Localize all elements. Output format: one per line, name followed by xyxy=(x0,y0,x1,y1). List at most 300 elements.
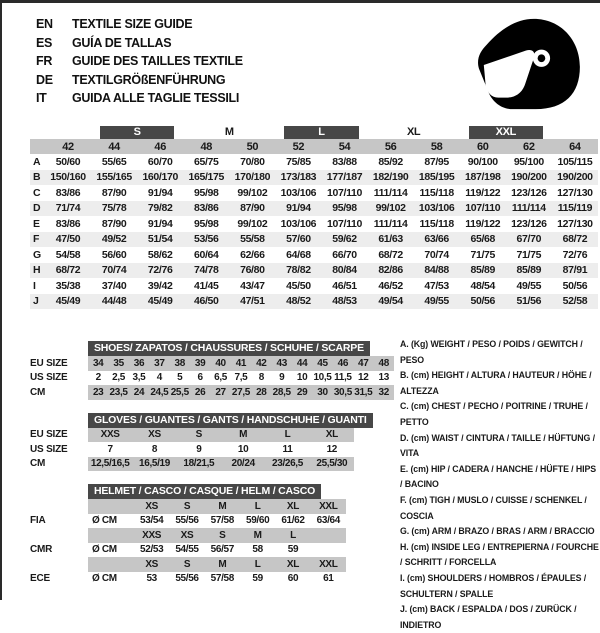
measure-cell: 49/55 xyxy=(424,295,449,308)
measure-cell: 150/160 xyxy=(50,171,86,184)
shoes-cell: 45 xyxy=(312,356,332,371)
shoes-cell: 24,5 xyxy=(150,386,169,398)
shoes-cell: 35 xyxy=(108,356,128,371)
shoes-cell: 42 xyxy=(251,356,271,371)
gloves-title: GLOVES / GUANTES / GANTS / HANDSCHUHE / GUANTI xyxy=(88,413,373,428)
shoes-cell: 32 xyxy=(373,385,394,400)
shoes-cell: 30,5 xyxy=(333,386,352,398)
measure-cell: 63/66 xyxy=(424,233,449,246)
measure-cell: 83/86 xyxy=(55,217,81,230)
size-group-label: M xyxy=(224,125,234,138)
helmet-cell: S xyxy=(169,499,204,514)
measure-cell: 56/60 xyxy=(101,248,127,261)
measure-cell: 99/102 xyxy=(237,217,268,230)
measure-cell: 111/114 xyxy=(511,202,546,215)
measure-cell: 68/72 xyxy=(55,264,81,277)
gloves-cell: 25,5/30 xyxy=(310,457,354,472)
measure-cell: 50/56 xyxy=(562,279,588,292)
measure-cell: 127/130 xyxy=(557,186,593,199)
measure-cell: 160/170 xyxy=(142,171,178,184)
helmet-cell: XS xyxy=(134,557,169,572)
measure-cell: 119/122 xyxy=(465,186,501,199)
measure-cell: 115/118 xyxy=(419,217,454,230)
measure-cell: 45/49 xyxy=(147,295,173,308)
helmet-cell: M xyxy=(240,528,275,543)
helmet-cell: 61/62 xyxy=(281,515,305,527)
measure-cell: 103/106 xyxy=(280,186,317,199)
measure-row xyxy=(30,201,598,217)
gloves-row xyxy=(30,428,354,443)
measure-cell: 87/90 xyxy=(240,202,265,215)
helmet-cell: 53/54 xyxy=(140,515,164,527)
helmet-cell: 59/60 xyxy=(246,515,270,527)
measure-cell: 66/70 xyxy=(332,248,357,261)
measure-row xyxy=(30,263,598,279)
shoes-cell: 24 xyxy=(129,385,149,400)
measure-cell: 68/72 xyxy=(378,248,403,261)
helmet-cell: XL xyxy=(275,499,310,514)
gloves-cell: XS xyxy=(132,428,176,443)
measure-cell: 107/110 xyxy=(465,202,501,215)
shoes-title: SHOES/ ZAPATOS / CHAUSSURES / SCHUHE / SCARPE xyxy=(88,341,370,356)
measure-cell: 65/75 xyxy=(194,155,219,168)
helmet-cell: 52/53 xyxy=(140,544,164,556)
legend-item: J. (cm) BACK / ESPALDA / DOS / ZURÜCK / INDIETRO xyxy=(400,604,577,630)
measure-cell: 50/60 xyxy=(55,155,81,168)
measure-cell: 83/86 xyxy=(55,186,81,199)
helmet-cell: 60 xyxy=(287,573,299,585)
size-number-cell: 44 xyxy=(108,140,120,153)
size-group-cell xyxy=(45,125,91,139)
measure-cell: 80/84 xyxy=(332,264,357,277)
helmet-cell: XXL xyxy=(311,557,346,572)
gloves-row-label: EU SIZE xyxy=(30,429,68,441)
gloves-table xyxy=(30,428,354,472)
gloves-cell: 12,5/16,5 xyxy=(88,457,132,472)
measure-cell: 47/53 xyxy=(424,279,449,292)
measure-cell: 79/82 xyxy=(147,202,173,215)
helmet-cell: 56/57 xyxy=(210,544,234,556)
shoes-cell: 12 xyxy=(358,372,369,384)
shoes-cell: 48 xyxy=(373,356,394,371)
measure-cell: 49/55 xyxy=(516,279,542,292)
shoes-cell: 6 xyxy=(197,372,203,384)
measure-cell: 46/51 xyxy=(332,279,357,292)
language-code: EN xyxy=(36,17,53,31)
measure-cell: 91/94 xyxy=(286,202,311,215)
helmet-cell: XL xyxy=(275,557,310,572)
measure-row-label: J xyxy=(33,295,39,308)
language-title-list xyxy=(36,17,243,105)
measure-cell: 85/92 xyxy=(378,155,403,168)
helmet-row-label xyxy=(30,557,88,572)
helmet-cell: 61 xyxy=(323,573,334,585)
measure-cell: 70/80 xyxy=(240,155,265,168)
measure-cell: 155/165 xyxy=(96,171,132,184)
measure-cell: 95/98 xyxy=(194,217,219,230)
helmet-cell: S xyxy=(169,557,204,572)
measure-cell: 71/74 xyxy=(55,202,81,215)
measure-cell: 87/91 xyxy=(562,264,588,277)
measure-cell: 190/200 xyxy=(557,171,593,184)
shoes-cell: 25,5 xyxy=(170,386,189,398)
helmet-row-label xyxy=(30,499,88,514)
size-number-cell: 56 xyxy=(384,140,397,153)
measure-cell: 99/102 xyxy=(375,202,406,215)
guide-title: GUÍA DE TALLAS xyxy=(72,35,172,50)
measure-cell: 84/88 xyxy=(424,264,449,277)
shoes-row xyxy=(30,356,394,371)
measure-cell: 99/102 xyxy=(237,186,268,199)
shoes-cell: 43 xyxy=(272,356,292,371)
legend-item: G. (cm) ARM / BRAZO / BRAS / ARM / BRACCIO xyxy=(400,526,595,537)
measure-row-label: G xyxy=(33,248,41,261)
measure-cell: 75/78 xyxy=(101,202,127,215)
helmet-row xyxy=(30,499,346,514)
measure-cell: 87/90 xyxy=(101,217,127,230)
helmet-cell: S xyxy=(205,528,240,543)
helmet-cell: M xyxy=(205,499,240,514)
helmet-row xyxy=(30,514,346,529)
measure-cell: 51/54 xyxy=(147,233,173,246)
measure-cell: 111/114 xyxy=(373,217,408,230)
gloves-cell: XXS xyxy=(88,428,132,443)
corner-cell xyxy=(30,125,45,139)
measure-cell: 70/74 xyxy=(101,264,127,277)
helmet-cell: 63/64 xyxy=(316,515,340,527)
measure-cell: 85/89 xyxy=(470,264,495,277)
size-group-cell xyxy=(552,125,598,139)
measure-cell: 91/94 xyxy=(147,217,173,230)
measure-cell: 95/100 xyxy=(513,155,544,168)
measure-cell: 59/62 xyxy=(332,233,357,246)
measure-cell: 190/200 xyxy=(511,171,547,184)
measure-cell: 83/88 xyxy=(332,155,357,168)
helmet-cell: XS xyxy=(169,528,204,543)
size-number-cell: 42 xyxy=(62,140,74,153)
helmet-row xyxy=(30,543,346,558)
size-group-cell xyxy=(275,125,367,139)
legend-item: I. (cm) SHOULDERS / HOMBROS / ÉPAULES / SCHULTERN / SPALLE xyxy=(400,572,587,599)
helmet-unit-label xyxy=(88,528,134,543)
gloves-cell: S xyxy=(177,428,221,443)
racing-helmet-icon xyxy=(472,15,584,113)
shoes-cell: 39 xyxy=(190,356,210,371)
size-number-cell: 62 xyxy=(523,140,535,153)
measure-row xyxy=(30,216,598,232)
measure-cell: 123/126 xyxy=(511,186,547,199)
gloves-cell: 10 xyxy=(237,443,249,455)
measure-cell: 87/90 xyxy=(101,186,127,199)
size-group-cell xyxy=(183,125,275,139)
measure-cell: 45/49 xyxy=(55,295,81,308)
measure-row xyxy=(30,154,598,170)
measure-cell: 47/50 xyxy=(55,233,81,246)
gloves-cell: 23/26,5 xyxy=(265,457,309,472)
measure-row xyxy=(30,185,598,201)
shoes-row-label: CM xyxy=(30,386,46,398)
measure-cell: 119/122 xyxy=(465,217,501,230)
language-code: DE xyxy=(36,72,53,87)
legend-item: A. (Kg) WEIGHT / PESO / POIDS / GEWITCH / PESO xyxy=(400,339,583,365)
measure-cell: 182/190 xyxy=(372,171,409,184)
gloves-cell: 9 xyxy=(196,443,202,455)
helmet-cell: 58 xyxy=(252,544,263,556)
shoes-cell: 29 xyxy=(292,385,312,400)
measure-row-label: D xyxy=(33,202,41,215)
measure-cell: 48/52 xyxy=(286,295,311,308)
measure-cell: 76/80 xyxy=(240,264,265,277)
corner-cell xyxy=(30,139,45,154)
helmet-table xyxy=(30,499,346,586)
measure-cell: 47/51 xyxy=(240,295,265,308)
shoes-cell: 10 xyxy=(296,372,308,384)
shoes-cell: 31,5 xyxy=(354,386,373,398)
language-code: IT xyxy=(36,91,47,105)
helmet-unit-label: Ø CM xyxy=(92,573,117,585)
size-number-cell: 58 xyxy=(430,140,443,153)
measure-cell: 177/187 xyxy=(326,171,363,184)
measure-cell: 107/110 xyxy=(327,217,362,230)
measure-cell: 91/94 xyxy=(147,186,173,199)
measure-cell: 39/42 xyxy=(147,279,173,292)
shoes-cell: 23 xyxy=(88,385,108,400)
size-group-row xyxy=(30,125,598,139)
measure-cell: 37/40 xyxy=(101,279,127,292)
helmet-cell xyxy=(311,528,346,543)
size-group-label: L xyxy=(284,126,358,139)
shoes-cell: 28,5 xyxy=(272,386,291,398)
helmet-cell: M xyxy=(205,557,240,572)
measure-cell: 62/66 xyxy=(240,248,265,261)
measure-row xyxy=(30,247,598,263)
measure-cell: 57/60 xyxy=(286,233,311,246)
shoes-cell: 27 xyxy=(210,385,230,400)
size-group-cell xyxy=(91,125,183,139)
measure-cell: 72/76 xyxy=(562,248,588,261)
gloves-row xyxy=(30,457,354,472)
measure-cell: 54/58 xyxy=(55,248,81,261)
helmet-cell: 54/55 xyxy=(175,544,199,556)
measure-cell: 71/75 xyxy=(516,248,542,261)
size-group-label: XL xyxy=(406,125,421,138)
helmet-row-label: ECE xyxy=(30,573,50,585)
helmet-cell: XS xyxy=(134,499,169,514)
size-number-cell: 54 xyxy=(338,140,351,153)
helmet-row xyxy=(30,572,346,587)
shoes-cell: 44 xyxy=(292,356,312,371)
measure-cell: 68/72 xyxy=(562,233,588,246)
shoes-cell: 47 xyxy=(353,356,373,371)
legend-item: B. (cm) HEIGHT / ALTURA / HAUTEUR / HÖHE / ALTEZZA xyxy=(400,370,592,396)
helmet-title: HELMET / CASCO / CASQUE / HELM / CASCO xyxy=(88,484,321,499)
measure-row-label: A xyxy=(33,155,41,168)
shoes-section xyxy=(30,338,396,400)
shoes-cell: 4 xyxy=(156,372,162,384)
legend-item: F. (cm) TIGH / MUSLO / CUISSE / SCHENKEL / COSCIA xyxy=(400,494,587,521)
measure-row-label: I xyxy=(33,279,36,292)
gloves-row-label: CM xyxy=(30,458,46,470)
measure-cell: 65/68 xyxy=(470,233,495,246)
measure-cell: 48/54 xyxy=(470,279,495,292)
measure-cell: 187/198 xyxy=(464,171,501,184)
measure-cell: 83/86 xyxy=(194,202,219,215)
measure-cell: 55/58 xyxy=(240,233,265,246)
helmet-unit-label xyxy=(88,557,134,572)
gloves-cell: L xyxy=(265,428,309,443)
measure-cell: 64/68 xyxy=(286,248,311,261)
gloves-cell: 18/21,5 xyxy=(177,457,221,472)
measure-cell: 50/56 xyxy=(470,295,495,308)
helmet-row-label: CMR xyxy=(30,544,53,556)
measure-cell: 71/75 xyxy=(470,248,495,261)
measure-cell: 43/47 xyxy=(240,279,265,292)
shoes-cell: 7,5 xyxy=(234,372,248,384)
size-number-cell: 46 xyxy=(154,140,166,153)
measure-cell: 46/52 xyxy=(378,279,403,292)
measure-cell: 61/63 xyxy=(378,233,403,246)
helmet-unit-label: Ø CM xyxy=(92,515,117,527)
helmet-cell: 55/56 xyxy=(175,573,199,585)
measure-cell: 49/52 xyxy=(101,233,127,246)
measure-cell: 75/85 xyxy=(286,155,311,168)
measure-row xyxy=(30,278,598,294)
language-code: ES xyxy=(36,35,53,50)
shoes-cell: 2 xyxy=(95,372,101,384)
guide-title: GUIDE DES TAILLES TEXTILE xyxy=(72,54,243,68)
legend-item: C. (cm) CHEST / PECHO / POITRINE / TRUHE / PETTO xyxy=(400,401,588,427)
measure-cell: 51/56 xyxy=(516,295,542,308)
shoes-cell: 10,5 xyxy=(313,372,332,384)
measure-cell: 115/119 xyxy=(557,202,593,215)
guide-title: GUIDA ALLE TAGLIE TESSILI xyxy=(72,91,240,105)
shoes-cell: 8 xyxy=(258,372,264,384)
shoes-row xyxy=(30,371,394,386)
gloves-cell: XL xyxy=(310,428,354,443)
helmet-cell: XXL xyxy=(311,499,346,514)
measure-cell: 170/180 xyxy=(234,171,271,184)
size-number-cell: 50 xyxy=(246,140,259,153)
accessory-tables xyxy=(30,338,396,596)
shoes-cell: 6,5 xyxy=(214,372,227,384)
helmet-cell: 55/56 xyxy=(175,515,199,527)
measure-cell: 44/48 xyxy=(101,295,127,308)
measure-row-label: C xyxy=(33,186,41,199)
size-table-body xyxy=(30,154,598,309)
measure-cell: 165/175 xyxy=(188,171,225,184)
shoes-cell: 36 xyxy=(129,356,149,371)
legend-item: D. (cm) WAIST / CINTURA / TAILLE / HÜFTUNG / VITA xyxy=(400,432,595,459)
shoes-cell: 2,5 xyxy=(112,372,126,384)
measure-cell: 41/45 xyxy=(194,279,219,292)
shoes-cell: 3,5 xyxy=(132,372,146,384)
measure-cell: 123/126 xyxy=(511,217,547,230)
measure-row-label: E xyxy=(33,217,40,230)
measure-row xyxy=(30,232,598,248)
measure-cell: 111/114 xyxy=(373,186,408,199)
helmet-cell: 57/58 xyxy=(210,515,234,527)
shoes-cell: 13 xyxy=(378,372,389,384)
helmet-cell: L xyxy=(240,557,275,572)
gloves-row-label: US SIZE xyxy=(30,443,68,455)
measure-cell: 49/54 xyxy=(378,295,403,308)
measure-cell: 60/64 xyxy=(194,248,219,261)
measure-row xyxy=(30,294,598,310)
shoes-table xyxy=(30,356,394,400)
shoes-cell: 23,5 xyxy=(109,386,128,398)
gloves-cell: 7 xyxy=(107,443,113,455)
guide-title: TEXTILGRÖßENFÜHRUNG xyxy=(72,72,226,87)
measure-row xyxy=(30,170,598,186)
measure-cell: 45/50 xyxy=(286,279,311,292)
helmet-row xyxy=(30,528,346,543)
legend-item: E. (cm) HIP / CADERA / HANCHE / HÜFTE / HIPS / BACINO xyxy=(400,463,596,490)
size-number-cell: 52 xyxy=(292,140,305,153)
shoes-cell: 28 xyxy=(251,385,271,400)
measure-cell: 53/56 xyxy=(194,233,219,246)
textile-size-table xyxy=(30,125,598,309)
helmet-row-label xyxy=(30,528,88,543)
shoes-cell: 38 xyxy=(170,356,190,371)
gloves-cell: 20/24 xyxy=(221,457,265,472)
language-code: FR xyxy=(36,54,53,68)
gloves-cell: 11 xyxy=(282,443,293,455)
gloves-section xyxy=(30,410,396,472)
size-number-row xyxy=(30,139,598,154)
gloves-cell: 12 xyxy=(326,443,338,455)
measure-cell: 115/118 xyxy=(419,186,454,199)
shoes-cell: 46 xyxy=(333,356,353,371)
measure-row-label: H xyxy=(33,264,41,277)
measure-cell: 35/38 xyxy=(55,279,81,292)
shoes-cell: 41 xyxy=(231,356,251,371)
gloves-cell: 16,5/19 xyxy=(132,457,176,472)
gloves-cell: 8 xyxy=(151,443,158,455)
helmet-cell: 57/58 xyxy=(210,573,234,585)
measure-cell: 85/89 xyxy=(516,264,542,277)
measure-cell: 105/115 xyxy=(557,155,593,168)
helmet-cell: L xyxy=(275,528,310,543)
measure-cell: 103/106 xyxy=(418,202,455,215)
shoes-row-label: EU SIZE xyxy=(30,357,68,369)
helmet-cell xyxy=(311,543,346,558)
measure-cell: 70/74 xyxy=(424,248,449,261)
shoes-cell: 27,5 xyxy=(231,386,250,398)
shoes-row-label: US SIZE xyxy=(30,372,68,384)
measure-cell: 52/58 xyxy=(562,295,588,308)
measure-cell: 78/82 xyxy=(286,264,311,277)
size-group-cell xyxy=(460,125,552,139)
helmet-cell: 59 xyxy=(287,544,299,556)
gloves-cell: M xyxy=(221,428,265,443)
measure-row-label: F xyxy=(33,233,40,246)
guide-title: TEXTILE SIZE GUIDE xyxy=(72,17,193,31)
shoes-cell: 34 xyxy=(88,356,108,371)
measure-cell: 107/110 xyxy=(327,186,362,199)
shoes-row xyxy=(30,385,394,400)
helmet-unit-label: Ø CM xyxy=(92,544,117,556)
helmet-section xyxy=(30,481,396,586)
measure-cell: 127/130 xyxy=(557,217,593,230)
helmet-cell: 53 xyxy=(146,573,157,585)
legend-item: H. (cm) INSIDE LEG / ENTREPIERNA / FOURCHE / SCHRITT / FORCELLA xyxy=(400,541,599,568)
size-group-label: XXL xyxy=(469,126,543,139)
measure-row-label: B xyxy=(33,171,41,184)
measure-cell: 60/70 xyxy=(147,155,173,168)
measure-cell: 95/98 xyxy=(332,202,357,215)
measure-cell: 95/98 xyxy=(194,186,219,199)
helmet-row-label: FIA xyxy=(30,515,46,527)
